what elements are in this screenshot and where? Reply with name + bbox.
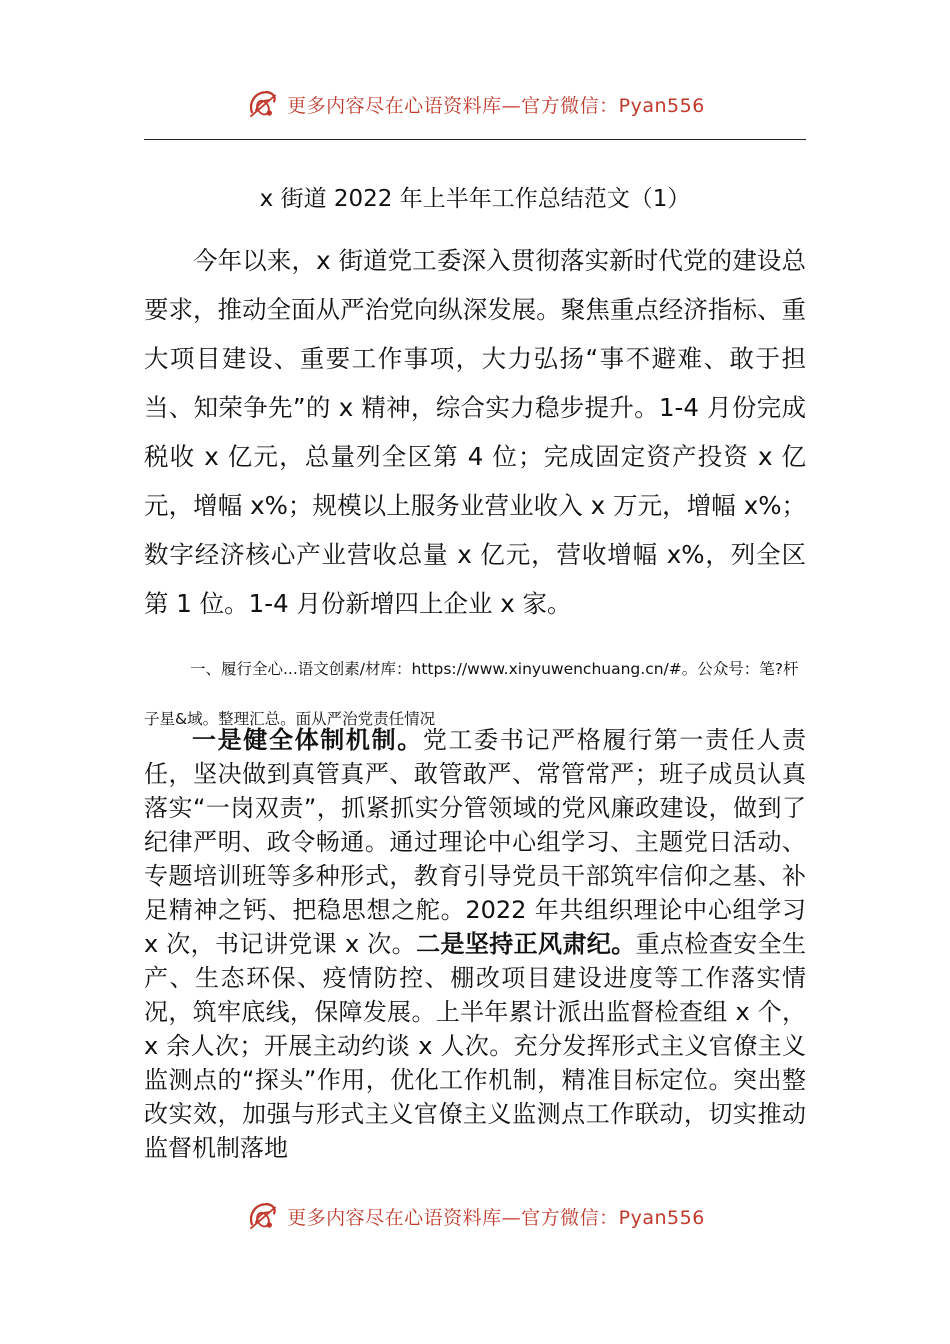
logo-icon: [245, 86, 281, 122]
document-title: x 街道 2022 年上半年工作总结范文（1）: [259, 186, 691, 212]
banner-text: 更多内容尽在心语资料库—官方微信：Pyan556: [287, 94, 705, 117]
banner-text: 更多内容尽在心语资料库—官方微信：Pyan556: [287, 1206, 705, 1229]
section-text: 党工委书记严格履行第一责任人责任，坚决做到真管真严、敢管敢严、常管常严；班子成员认真落实“一岗双责”，抓紧抓实分管领域的党风廉政建设，做到了纪律严明、政令畅通。通过理论中心组学习、主题党日活动、专题培训班等多种形式，教育引导党员干部筑牢信仰之基、补足精神之钙、把稳思想之舵。2022 年共组织理论中心组学习 x 次，书记讲党课 x 次。: [144, 726, 807, 958]
footer-banner: [0, 1196, 950, 1236]
section-text: 重点检查安全生产、生态环保、疫情防控、棚改项目建设进度等工作落实情况，筑牢底线，保障发展。上半年累计派出监督检查组 x 个，x 余人次；开展主动约谈 x 人次。充分发挥形式主义官僚主义监测点的“探头”作用，优化工作机制，精准目标定位。突出整改实效，加强与形式主义官僚主义监测点工作联动，切实推动监督机制落地: [144, 930, 807, 1162]
section-heading: 一是健全体制机制。: [192, 726, 423, 754]
intro-paragraph: 今年以来，x 街道党工委深入贯彻落实新时代党的建设总要求，推动全面从严治党向纵深发展。聚焦重点经济指标、重大项目建设、重要工作事项，大力弘扬“事不避难、敢于担当、知荣争先”的 x 精神，综合实力稳步提升。1-4 月份完成税收 x 亿元，总量列全区第 4 位；完成固定资产投资 x 亿元，增幅 x%；规模以上服务业营业收入 x 万元，增幅 x%；数字经济核心产业营收总量 x 亿元，营收增幅 x%，列全区第 1 位。1-4 月份新增四上企业 x 家。: [144, 246, 806, 618]
body-paragraph: [144, 723, 806, 1165]
section-heading: 二是坚持正风肃纪。: [416, 930, 636, 958]
wechat-id: Pyan556: [618, 1206, 705, 1229]
wechat-id: Pyan556: [618, 94, 705, 117]
header-divider: [144, 139, 806, 140]
source-note: 一、履行全心...语文创素/材库：https://www.xinyuwenchuang.cn/#。公众号：笔?杆子星&域。整理汇总。面从严治党责任情况: [144, 660, 799, 728]
header-banner: [0, 84, 950, 124]
logo-icon: [245, 1198, 281, 1234]
